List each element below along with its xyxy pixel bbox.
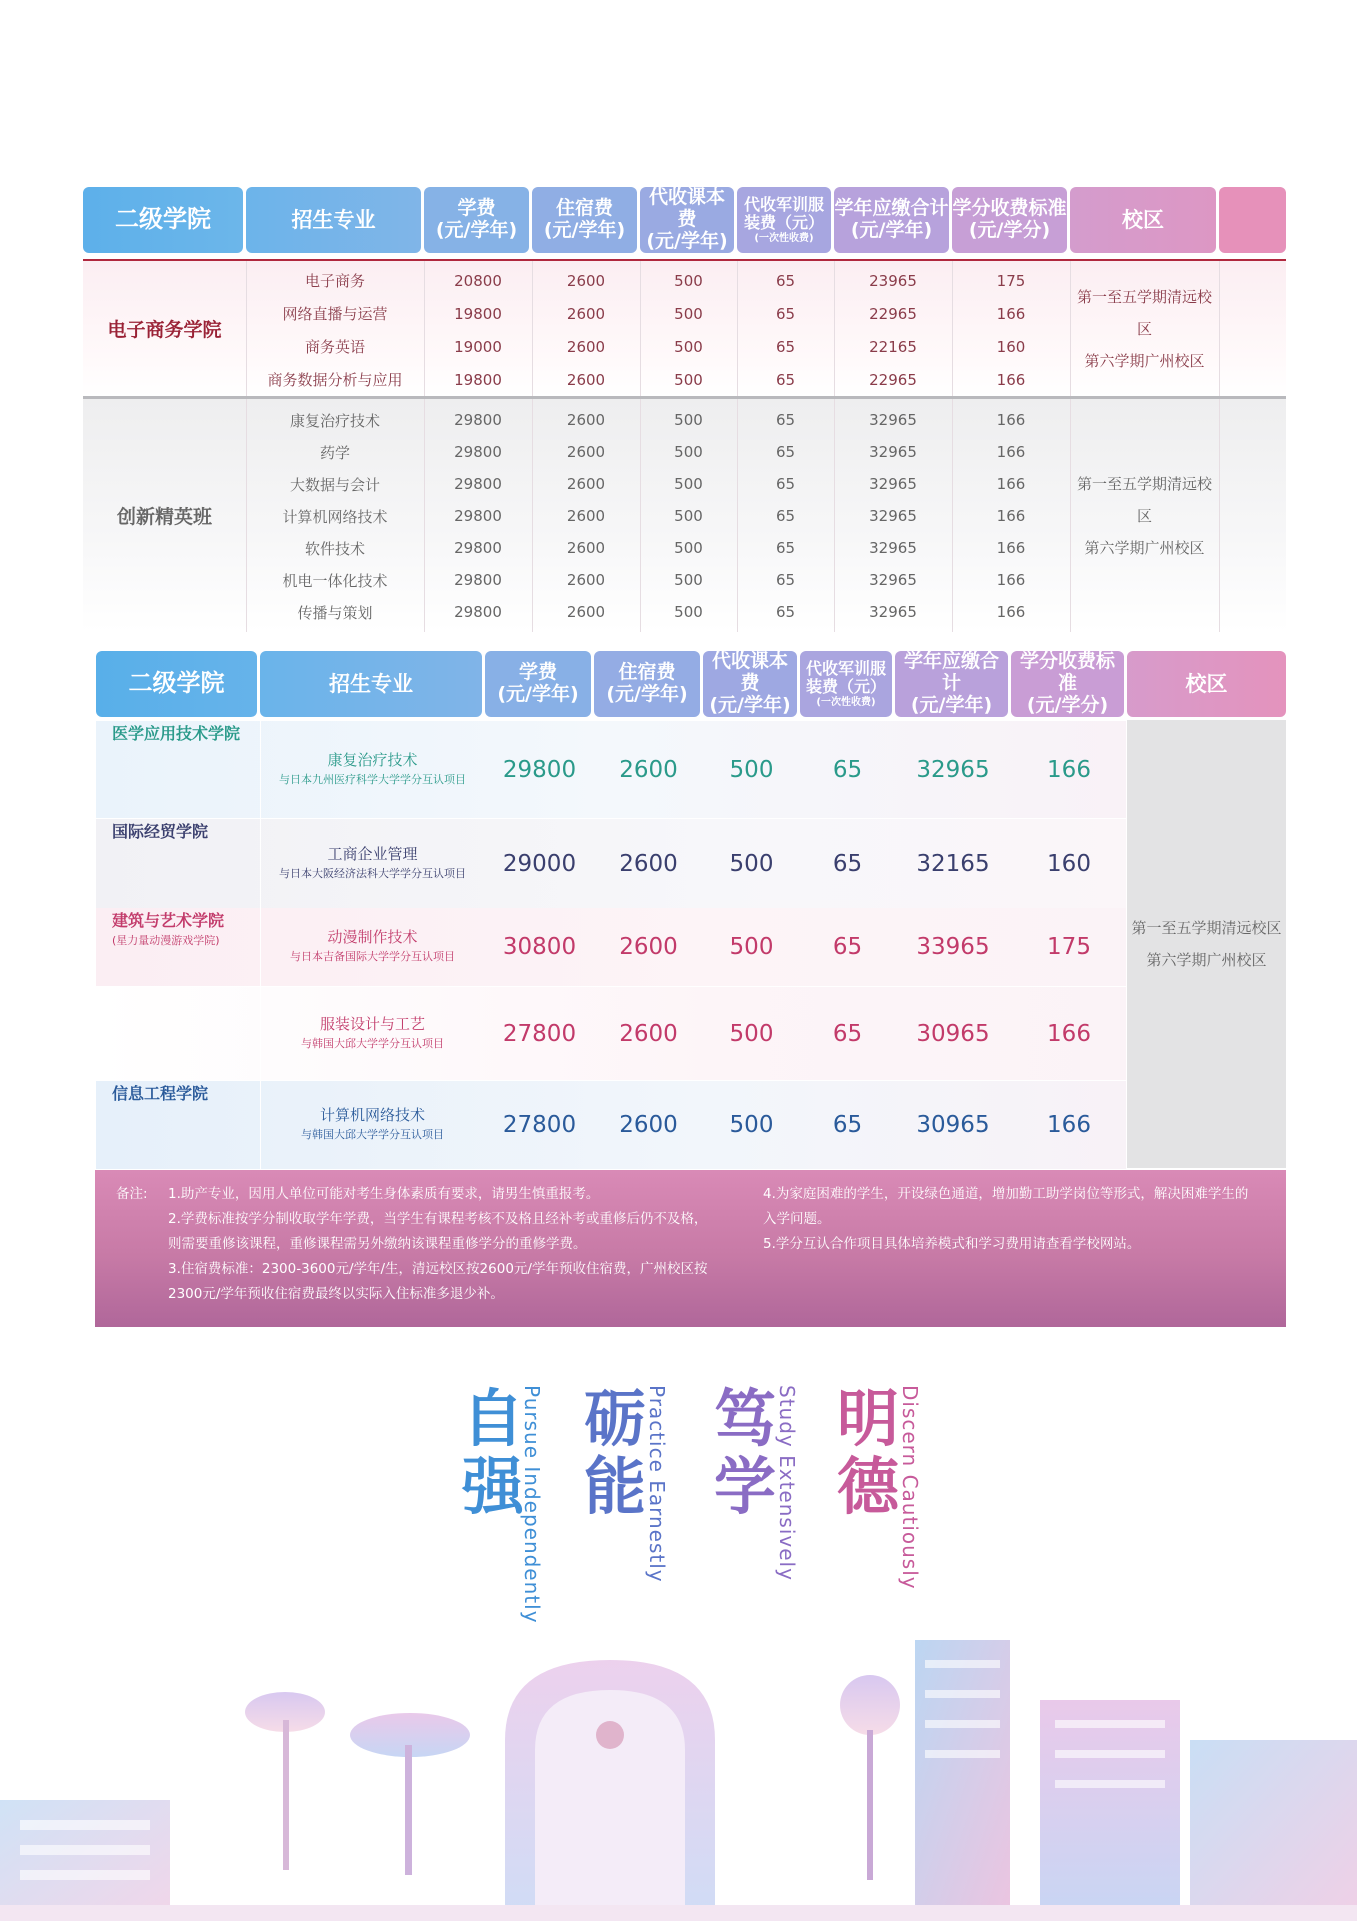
header-extra — [1219, 187, 1286, 253]
college-name — [96, 721, 260, 819]
credit-cell: 175 — [1047, 934, 1091, 960]
note-line: 1.助产专业，因用人单位可能对考生身体素质有要求，请男生慎重报考。 — [168, 1186, 600, 1202]
major-cell — [260, 819, 485, 909]
uniform-cell: 65 — [832, 1112, 863, 1138]
slogan-chars: 自 强 — [461, 1382, 524, 1524]
tuition-cell: 27800 — [502, 1112, 577, 1138]
program-note: 与日本大阪经济法科大学学分互认项目 — [279, 867, 466, 880]
credit-cell: 160 — [1047, 851, 1091, 877]
slogan-en: Study Extensively — [775, 1385, 799, 1581]
uniform-cell: 65 — [775, 571, 796, 589]
tuition-cell: 19800 — [454, 304, 502, 323]
table-row — [96, 720, 1126, 819]
housing-cell: 2600 — [566, 443, 606, 461]
tuition-cell: 19800 — [454, 370, 502, 389]
major-cell: 康复治疗技术 — [289, 411, 380, 430]
housing-cell: 2600 — [619, 757, 678, 783]
college-label: 国际经贸学院 — [112, 822, 209, 841]
uniform-cell: 65 — [832, 934, 863, 960]
program-note: 与日本吉备国际大学学分互认项目 — [290, 950, 455, 963]
major-cell: 商务英语 — [304, 338, 365, 356]
housing-cell: 2600 — [566, 603, 606, 621]
building-far-right — [1190, 1740, 1357, 1921]
header-campus: 校区 — [1127, 651, 1286, 717]
tuition-cell: 29800 — [454, 411, 502, 429]
college-label: 医学应用技术学院 — [112, 724, 241, 743]
note-line: 5.学分互认合作项目具体培养模式和学习费用请查看学校网站。 — [763, 1236, 1141, 1252]
total-cell: 23965 — [869, 271, 917, 290]
header-books: 代收课本费 (元/学年) — [703, 651, 797, 717]
uniform-cell: 65 — [832, 1021, 863, 1047]
major-cell — [260, 1081, 485, 1169]
total-cell: 32965 — [869, 603, 917, 621]
major-cell — [260, 908, 485, 986]
slogan-en: Discern Cautiously — [898, 1385, 922, 1590]
group-rows — [83, 399, 1286, 632]
books-cell: 500 — [729, 1112, 774, 1138]
emblem-icon — [596, 1721, 624, 1749]
table-row — [83, 363, 1286, 396]
total-cell: 32965 — [869, 507, 917, 525]
header-housing: 住宿费 (元/学年) — [532, 187, 637, 253]
books-cell: 500 — [674, 304, 703, 323]
housing-cell: 2600 — [619, 1021, 678, 1047]
books-cell: 500 — [674, 271, 703, 290]
table1-group-elite — [83, 399, 1286, 632]
total-cell: 22965 — [869, 370, 917, 389]
uniform-cell: 65 — [832, 851, 863, 877]
note-line: 2.学费标准按学分制收取学年学费，当学生有课程考核不及格且经补考或重修后仍不及格， — [168, 1211, 708, 1227]
major-label: 计算机网络技术 — [319, 1106, 425, 1124]
housing-cell: 2600 — [619, 851, 678, 877]
uniform-cell: 65 — [775, 443, 796, 461]
uniform-cell: 65 — [775, 539, 796, 557]
tuition-cell: 29000 — [502, 851, 577, 877]
books-cell: 500 — [674, 475, 703, 493]
housing-cell: 2600 — [566, 507, 606, 525]
uniform-cell: 65 — [832, 757, 863, 783]
flower-icon — [840, 1675, 900, 1735]
table1-group-ecommerce — [83, 261, 1286, 396]
tuition-cell: 29800 — [454, 571, 502, 589]
tuition-cell: 19000 — [454, 337, 502, 356]
tuition-cell: 29800 — [454, 475, 502, 493]
slogan-chars: 砺 能 — [583, 1382, 646, 1524]
books-cell: 500 — [729, 934, 774, 960]
housing-cell: 2600 — [619, 934, 678, 960]
major-cell: 计算机网络技术 — [282, 507, 388, 526]
books-cell: 500 — [729, 851, 774, 877]
building-right — [1040, 1700, 1180, 1921]
major-cell: 机电一体化技术 — [282, 571, 388, 590]
books-cell: 500 — [729, 1021, 774, 1047]
notes-left — [168, 1182, 758, 1307]
note-line: 3.住宿费标准：2300-3600元/学年/生，清远校区按2600元/学年预收住宿费，广州校区按 — [168, 1261, 708, 1277]
uniform-cell: 65 — [775, 603, 796, 621]
table-row — [83, 532, 1286, 564]
tower-building — [915, 1640, 1010, 1921]
uniform-cell: 65 — [775, 304, 796, 323]
tuition-cell: 30800 — [502, 934, 577, 960]
table-row — [83, 500, 1286, 532]
header-total: 学年应缴合计 (元/学年) — [834, 187, 949, 253]
books-cell: 500 — [729, 757, 774, 783]
table-row — [83, 297, 1286, 330]
housing-cell: 2600 — [566, 271, 606, 290]
table1-header — [83, 187, 1286, 253]
uniform-cell: 65 — [775, 271, 796, 290]
header-total: 学年应缴合计 (元/学年) — [895, 651, 1008, 717]
credit-cell: 175 — [996, 271, 1026, 290]
slogan — [440, 1382, 940, 1625]
table2-rows — [96, 720, 1126, 1168]
housing-cell: 2600 — [566, 304, 606, 323]
total-cell: 32165 — [916, 851, 990, 877]
header-major: 招生专业 — [260, 651, 482, 717]
table2-body — [96, 720, 1286, 1168]
table-row — [83, 330, 1286, 363]
books-cell: 500 — [674, 370, 703, 389]
group-rows — [83, 261, 1286, 396]
slogan-en: Pursue Independently — [520, 1385, 544, 1624]
table-row — [96, 818, 1126, 909]
header-uniform: 代收军训服 装费（元） (一次性收费) — [737, 187, 831, 253]
header-housing: 住宿费 (元/学年) — [594, 651, 700, 717]
credit-cell: 166 — [996, 539, 1026, 557]
college-name — [96, 908, 260, 986]
header-books: 代收课本费 (元/学年) — [640, 187, 734, 253]
campus-cell: 第一至五学期清远校区 第六学期广州校区 — [1076, 474, 1212, 557]
credit-cell: 166 — [996, 443, 1026, 461]
uniform-cell: 65 — [775, 411, 796, 429]
credit-cell: 166 — [996, 475, 1026, 493]
total-cell: 32965 — [916, 757, 990, 783]
tuition-cell: 29800 — [502, 757, 577, 783]
table-row — [83, 564, 1286, 596]
header-credit: 学分收费标准 (元/学分) — [1011, 651, 1124, 717]
total-cell: 22965 — [869, 304, 917, 323]
major-label: 康复治疗技术 — [327, 751, 418, 769]
credit-cell: 166 — [1047, 1112, 1091, 1138]
housing-cell: 2600 — [566, 475, 606, 493]
books-cell: 500 — [674, 411, 703, 429]
housing-cell: 2600 — [566, 370, 606, 389]
credit-cell: 166 — [996, 370, 1026, 389]
major-label: 服装设计与工艺 — [319, 1015, 425, 1033]
books-cell: 500 — [674, 603, 703, 621]
college-name — [96, 1081, 260, 1169]
note-line: 4.为家庭困难的学生，开设绿色通道，增加勤工助学岗位等形式，解决困难学生的 — [763, 1186, 1249, 1202]
credit-cell: 166 — [996, 304, 1026, 323]
table2-header — [96, 651, 1286, 717]
header-college: 二级学院 — [96, 651, 257, 717]
table-row — [83, 264, 1286, 297]
campus-cell: 第一至五学期清远校区 第六学期广州校区 — [1076, 287, 1212, 370]
header-credit: 学分收费标准 (元/学分) — [952, 187, 1067, 253]
major-cell: 商务数据分析与应用 — [267, 371, 403, 389]
books-cell: 500 — [674, 539, 703, 557]
building-left — [0, 1800, 170, 1921]
notes-label: 备注: — [116, 1186, 148, 1202]
table-row — [83, 404, 1286, 436]
credit-cell: 166 — [996, 507, 1026, 525]
credit-cell: 166 — [996, 603, 1026, 621]
tuition-cell: 27800 — [502, 1021, 577, 1047]
college-name: 电子商务学院 — [107, 319, 222, 341]
notes-right — [763, 1182, 1273, 1257]
header-uniform: 代收军训服 装费（元） (一次性收费) — [800, 651, 892, 717]
header-college: 二级学院 — [83, 187, 243, 253]
uniform-cell: 65 — [775, 370, 796, 389]
major-cell: 网络直播与运营 — [282, 305, 388, 323]
slogan-chars: 笃 学 — [713, 1382, 776, 1524]
college-name — [96, 819, 260, 909]
credit-cell: 166 — [1047, 757, 1091, 783]
total-cell: 33965 — [916, 934, 990, 960]
college-label: 信息工程学院 — [112, 1084, 209, 1103]
total-cell: 32965 — [869, 411, 917, 429]
total-cell: 22165 — [869, 337, 917, 356]
table-row — [83, 468, 1286, 500]
table-row — [83, 436, 1286, 468]
major-cell: 传播与策划 — [297, 603, 373, 622]
header-tuition: 学费 (元/学年) — [424, 187, 529, 253]
total-cell: 32965 — [869, 443, 917, 461]
tuition-cell: 20800 — [454, 271, 502, 290]
college-name — [96, 987, 260, 1081]
header-tuition: 学费 (元/学年) — [485, 651, 591, 717]
campus-cell: 第一至五学期清远校区 第六学期广州校区 — [1127, 720, 1286, 1168]
note-line: 入学问题。 — [763, 1211, 831, 1227]
college-subtitle: (星力量动漫游戏学院) — [112, 934, 220, 947]
books-cell: 500 — [674, 443, 703, 461]
housing-cell: 2600 — [566, 539, 606, 557]
books-cell: 500 — [674, 571, 703, 589]
major-cell: 软件技术 — [304, 539, 365, 558]
credit-cell: 166 — [996, 571, 1026, 589]
books-cell: 500 — [674, 507, 703, 525]
housing-cell: 2600 — [566, 571, 606, 589]
total-cell: 30965 — [916, 1112, 990, 1138]
major-cell: 药学 — [319, 443, 350, 462]
program-note: 与日本九州医疗科学大学学分互认项目 — [279, 773, 466, 786]
tuition-cell: 29800 — [454, 603, 502, 621]
major-cell: 电子商务 — [304, 272, 365, 290]
major-label: 动漫制作技术 — [327, 928, 418, 946]
note-line: 则需要重修该课程，重修课程需另外缴纳该课程重修学分的重修学费。 — [168, 1236, 587, 1252]
slogan-chars: 明 德 — [836, 1382, 899, 1524]
table-row — [96, 1080, 1126, 1169]
program-note: 与韩国大邱大学学分互认项目 — [301, 1128, 444, 1141]
table-row — [83, 596, 1286, 628]
uniform-cell: 65 — [775, 337, 796, 356]
housing-cell: 2600 — [566, 337, 606, 356]
header-major: 招生专业 — [246, 187, 421, 253]
total-cell: 32965 — [869, 539, 917, 557]
total-cell: 32965 — [869, 571, 917, 589]
table-row — [96, 908, 1126, 986]
credit-cell: 166 — [1047, 1021, 1091, 1047]
uniform-cell: 65 — [775, 475, 796, 493]
credit-cell: 166 — [996, 411, 1026, 429]
campus-illustration — [0, 1620, 1357, 1921]
tuition-cell: 29800 — [454, 507, 502, 525]
header-campus: 校区 — [1070, 187, 1216, 253]
credit-cell: 160 — [996, 337, 1026, 356]
major-cell: 大数据与会计 — [289, 475, 380, 494]
slogan-en: Practice Earnestly — [645, 1385, 669, 1583]
books-cell: 500 — [674, 337, 703, 356]
major-cell — [260, 721, 485, 819]
tuition-cell: 29800 — [454, 443, 502, 461]
major-label: 工商企业管理 — [327, 845, 418, 863]
major-cell — [260, 987, 485, 1081]
total-cell: 30965 — [916, 1021, 990, 1047]
college-label: 建筑与艺术学院 — [112, 911, 225, 930]
program-note: 与韩国大邱大学学分互认项目 — [301, 1037, 444, 1050]
uniform-cell: 65 — [775, 507, 796, 525]
housing-cell: 2600 — [566, 411, 606, 429]
total-cell: 32965 — [869, 475, 917, 493]
tuition-cell: 29800 — [454, 539, 502, 557]
table-row — [96, 986, 1126, 1081]
note-line: 2300元/学年预收住宿费最终以实际入住标准多退少补。 — [168, 1286, 504, 1302]
notes-box — [95, 1170, 1286, 1327]
housing-cell: 2600 — [619, 1112, 678, 1138]
college-name: 创新精英班 — [116, 506, 212, 528]
